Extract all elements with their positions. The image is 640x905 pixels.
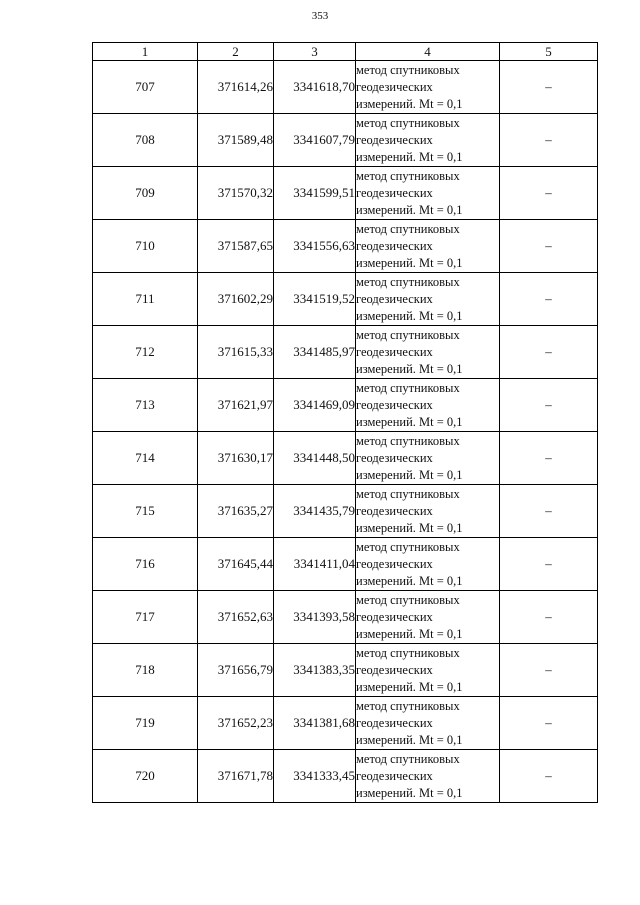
method-cell bbox=[356, 538, 500, 591]
x-coordinate-cell: 371602,29 bbox=[198, 273, 274, 326]
method-text-line: геодезических bbox=[356, 662, 433, 677]
method-text-line: геодезических bbox=[356, 450, 433, 465]
x-coordinate-cell: 371614,26 bbox=[198, 61, 274, 114]
header-col-5: 5 bbox=[500, 43, 598, 61]
method-cell bbox=[356, 644, 500, 697]
header-col-1: 1 bbox=[93, 43, 198, 61]
y-coordinate-cell: 3341383,35 bbox=[274, 644, 356, 697]
y-coordinate-cell: 3341469,09 bbox=[274, 379, 356, 432]
method-text-line: измерений. Mt = 0,1 bbox=[356, 732, 463, 747]
method-text-line: геодезических bbox=[356, 185, 433, 200]
point-number-cell: 716 bbox=[93, 538, 198, 591]
table-row bbox=[93, 591, 598, 644]
method-text-line: метод спутниковых bbox=[356, 380, 460, 395]
method-text-line: измерений. Mt = 0,1 bbox=[356, 785, 463, 800]
col5-cell: – bbox=[500, 591, 598, 644]
method-text-line: метод спутниковых bbox=[356, 751, 460, 766]
point-number-cell: 720 bbox=[93, 750, 198, 803]
x-coordinate-cell: 371589,48 bbox=[198, 114, 274, 167]
header-col-3: 3 bbox=[274, 43, 356, 61]
point-number-cell: 718 bbox=[93, 644, 198, 697]
y-coordinate-cell: 3341411,04 bbox=[274, 538, 356, 591]
y-coordinate-cell: 3341556,63 bbox=[274, 220, 356, 273]
method-cell bbox=[356, 273, 500, 326]
y-coordinate-cell: 3341381,68 bbox=[274, 697, 356, 750]
method-text-line: метод спутниковых bbox=[356, 221, 460, 236]
method-text-line: измерений. Mt = 0,1 bbox=[356, 520, 463, 535]
method-cell bbox=[356, 326, 500, 379]
table-row bbox=[93, 538, 598, 591]
x-coordinate-cell: 371652,23 bbox=[198, 697, 274, 750]
method-text-line: геодезических bbox=[356, 503, 433, 518]
method-text-line: метод спутниковых bbox=[356, 592, 460, 607]
method-text-line: измерений. Mt = 0,1 bbox=[356, 202, 463, 217]
method-text-line: геодезических bbox=[356, 397, 433, 412]
table-row bbox=[93, 114, 598, 167]
method-text-line: измерений. Mt = 0,1 bbox=[356, 467, 463, 482]
y-coordinate-cell: 3341448,50 bbox=[274, 432, 356, 485]
col5-cell: – bbox=[500, 167, 598, 220]
table-row bbox=[93, 697, 598, 750]
header-col-4: 4 bbox=[356, 43, 500, 61]
method-cell bbox=[356, 697, 500, 750]
col5-cell: – bbox=[500, 273, 598, 326]
method-text-line: геодезических bbox=[356, 79, 433, 94]
y-coordinate-cell: 3341485,97 bbox=[274, 326, 356, 379]
method-cell bbox=[356, 167, 500, 220]
y-coordinate-cell: 3341333,45 bbox=[274, 750, 356, 803]
point-number-cell: 713 bbox=[93, 379, 198, 432]
method-cell bbox=[356, 220, 500, 273]
method-text-line: измерений. Mt = 0,1 bbox=[356, 255, 463, 270]
method-cell bbox=[356, 591, 500, 644]
method-text-line: геодезических bbox=[356, 715, 433, 730]
method-text-line: измерений. Mt = 0,1 bbox=[356, 361, 463, 376]
x-coordinate-cell: 371587,65 bbox=[198, 220, 274, 273]
table-row bbox=[93, 326, 598, 379]
method-text-line: измерений. Mt = 0,1 bbox=[356, 149, 463, 164]
x-coordinate-cell: 371621,97 bbox=[198, 379, 274, 432]
col5-cell: – bbox=[500, 379, 598, 432]
method-text-line: метод спутниковых bbox=[356, 698, 460, 713]
method-text-line: метод спутниковых bbox=[356, 168, 460, 183]
method-text-line: геодезических bbox=[356, 291, 433, 306]
table-row bbox=[93, 485, 598, 538]
point-number-cell: 717 bbox=[93, 591, 198, 644]
method-text-line: метод спутниковых bbox=[356, 486, 460, 501]
col5-cell: – bbox=[500, 644, 598, 697]
table-row bbox=[93, 167, 598, 220]
method-cell bbox=[356, 432, 500, 485]
method-text-line: измерений. Mt = 0,1 bbox=[356, 573, 463, 588]
col5-cell: – bbox=[500, 697, 598, 750]
method-cell bbox=[356, 750, 500, 803]
point-number-cell: 707 bbox=[93, 61, 198, 114]
col5-cell: – bbox=[500, 750, 598, 803]
method-cell bbox=[356, 114, 500, 167]
col5-cell: – bbox=[500, 220, 598, 273]
method-text-line: метод спутниковых bbox=[356, 433, 460, 448]
method-text-line: метод спутниковых bbox=[356, 539, 460, 554]
point-number-cell: 714 bbox=[93, 432, 198, 485]
x-coordinate-cell: 371630,17 bbox=[198, 432, 274, 485]
table-row bbox=[93, 644, 598, 697]
method-text-line: геодезических bbox=[356, 238, 433, 253]
col5-cell: – bbox=[500, 61, 598, 114]
table-row bbox=[93, 273, 598, 326]
method-text-line: метод спутниковых bbox=[356, 645, 460, 660]
method-text-line: геодезических bbox=[356, 132, 433, 147]
x-coordinate-cell: 371671,78 bbox=[198, 750, 274, 803]
point-number-cell: 712 bbox=[93, 326, 198, 379]
table-body bbox=[93, 61, 598, 803]
col5-cell: – bbox=[500, 326, 598, 379]
method-text-line: измерений. Mt = 0,1 bbox=[356, 96, 463, 111]
method-text-line: метод спутниковых bbox=[356, 274, 460, 289]
point-number-cell: 709 bbox=[93, 167, 198, 220]
point-number-cell: 708 bbox=[93, 114, 198, 167]
point-number-cell: 719 bbox=[93, 697, 198, 750]
method-text-line: метод спутниковых bbox=[356, 327, 460, 342]
method-text-line: геодезических bbox=[356, 609, 433, 624]
method-text-line: измерений. Mt = 0,1 bbox=[356, 308, 463, 323]
y-coordinate-cell: 3341618,70 bbox=[274, 61, 356, 114]
table-row bbox=[93, 379, 598, 432]
point-number-cell: 715 bbox=[93, 485, 198, 538]
header-row bbox=[93, 43, 598, 61]
x-coordinate-cell: 371615,33 bbox=[198, 326, 274, 379]
x-coordinate-cell: 371656,79 bbox=[198, 644, 274, 697]
page-number: 353 bbox=[311, 10, 329, 22]
x-coordinate-cell: 371652,63 bbox=[198, 591, 274, 644]
table-row bbox=[93, 432, 598, 485]
y-coordinate-cell: 3341607,79 bbox=[274, 114, 356, 167]
point-number-cell: 711 bbox=[93, 273, 198, 326]
method-text-line: метод спутниковых bbox=[356, 115, 460, 130]
method-text-line: измерений. Mt = 0,1 bbox=[356, 626, 463, 641]
method-text-line: измерений. Mt = 0,1 bbox=[356, 414, 463, 429]
x-coordinate-cell: 371635,27 bbox=[198, 485, 274, 538]
x-coordinate-cell: 371645,44 bbox=[198, 538, 274, 591]
y-coordinate-cell: 3341393,58 bbox=[274, 591, 356, 644]
table-header bbox=[93, 43, 598, 61]
table-row bbox=[93, 750, 598, 803]
y-coordinate-cell: 3341435,79 bbox=[274, 485, 356, 538]
method-text-line: измерений. Mt = 0,1 bbox=[356, 679, 463, 694]
coordinates-table bbox=[92, 42, 598, 803]
col5-cell: – bbox=[500, 432, 598, 485]
col5-cell: – bbox=[500, 114, 598, 167]
col5-cell: – bbox=[500, 485, 598, 538]
method-text-line: геодезических bbox=[356, 344, 433, 359]
method-text-line: метод спутниковых bbox=[356, 62, 460, 77]
y-coordinate-cell: 3341519,52 bbox=[274, 273, 356, 326]
point-number-cell: 710 bbox=[93, 220, 198, 273]
method-cell bbox=[356, 379, 500, 432]
table-row bbox=[93, 220, 598, 273]
table-row bbox=[93, 61, 598, 114]
x-coordinate-cell: 371570,32 bbox=[198, 167, 274, 220]
y-coordinate-cell: 3341599,51 bbox=[274, 167, 356, 220]
header-col-2: 2 bbox=[198, 43, 274, 61]
method-cell bbox=[356, 485, 500, 538]
col5-cell: – bbox=[500, 538, 598, 591]
method-text-line: геодезических bbox=[356, 556, 433, 571]
method-text-line: геодезических bbox=[356, 768, 433, 783]
method-cell bbox=[356, 61, 500, 114]
